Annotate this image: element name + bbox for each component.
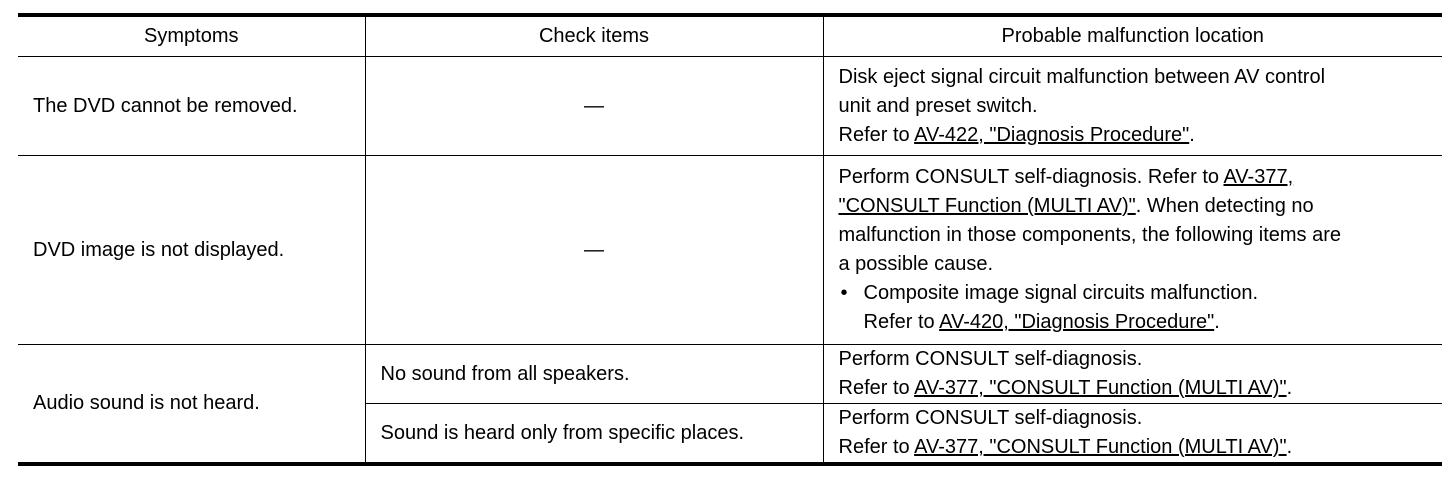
diagnosis-table <box>18 13 1442 466</box>
header-symptoms: Symptoms <box>18 15 365 57</box>
symptom-cell: Audio sound is not heard. <box>18 345 365 465</box>
location-text: Perform CONSULT self-diagnosis. <box>838 348 1143 370</box>
refer-suffix: . <box>1286 377 1293 399</box>
refer-prefix: Refer to <box>838 123 915 146</box>
refer-line <box>839 374 1428 403</box>
refer-suffix: . <box>1286 436 1293 458</box>
table-row <box>18 345 1442 404</box>
check-item-cell: No sound from all speakers. <box>365 345 823 404</box>
location-text: malfunction in those components, the following items are <box>838 224 1341 246</box>
refer-prefix: Refer to <box>838 377 915 399</box>
check-item-cell: Sound is heard only from specific places. <box>365 404 823 465</box>
location-text: Perform CONSULT self-diagnosis. <box>838 407 1143 429</box>
refer-line <box>839 433 1428 462</box>
symptom-cell: DVD image is not displayed. <box>18 156 365 345</box>
check-item-cell: — <box>365 156 823 345</box>
bullet-icon: • <box>840 282 848 304</box>
refer-line <box>839 121 1428 150</box>
header-probable-location: Probable malfunction location <box>823 15 1442 57</box>
location-cell <box>823 57 1442 156</box>
refer-line <box>839 308 1428 337</box>
location-text: . When detecting no <box>1135 195 1314 217</box>
reference-link[interactable]: "CONSULT Function (MULTI AV)" <box>838 195 1136 217</box>
location-cell <box>823 156 1442 345</box>
reference-link[interactable]: AV-420, "Diagnosis Procedure" <box>939 311 1215 333</box>
location-text-line <box>839 192 1428 221</box>
reference-link[interactable]: AV-377, "CONSULT Function (MULTI AV)" <box>914 436 1287 458</box>
bullet-item <box>839 279 1428 308</box>
location-cell <box>823 345 1442 404</box>
symptom-cell: The DVD cannot be removed. <box>18 57 365 156</box>
table-row <box>18 57 1442 156</box>
location-text-line <box>839 163 1428 192</box>
location-text: Disk eject signal circuit malfunction between AV control <box>838 65 1326 88</box>
bullet-text: Composite image signal circuits malfunction. <box>863 282 1259 304</box>
table-row <box>18 156 1442 345</box>
refer-prefix: Refer to <box>838 436 915 458</box>
refer-suffix: . <box>1214 311 1220 333</box>
header-row <box>18 15 1442 57</box>
reference-link[interactable]: AV-377, "CONSULT Function (MULTI AV)" <box>914 377 1287 399</box>
location-cell <box>823 404 1442 465</box>
refer-prefix: Refer to <box>863 311 940 333</box>
location-text: unit and preset switch. <box>838 94 1038 117</box>
refer-suffix: . <box>1189 123 1195 146</box>
check-item-cell: — <box>365 57 823 156</box>
location-text: a possible cause. <box>838 253 994 275</box>
header-check-items: Check items <box>365 15 823 57</box>
location-text: Perform CONSULT self-diagnosis. Refer to <box>838 166 1224 188</box>
reference-link[interactable]: AV-422, "Diagnosis Procedure" <box>914 123 1190 146</box>
reference-link[interactable]: AV-377, <box>1223 166 1294 188</box>
